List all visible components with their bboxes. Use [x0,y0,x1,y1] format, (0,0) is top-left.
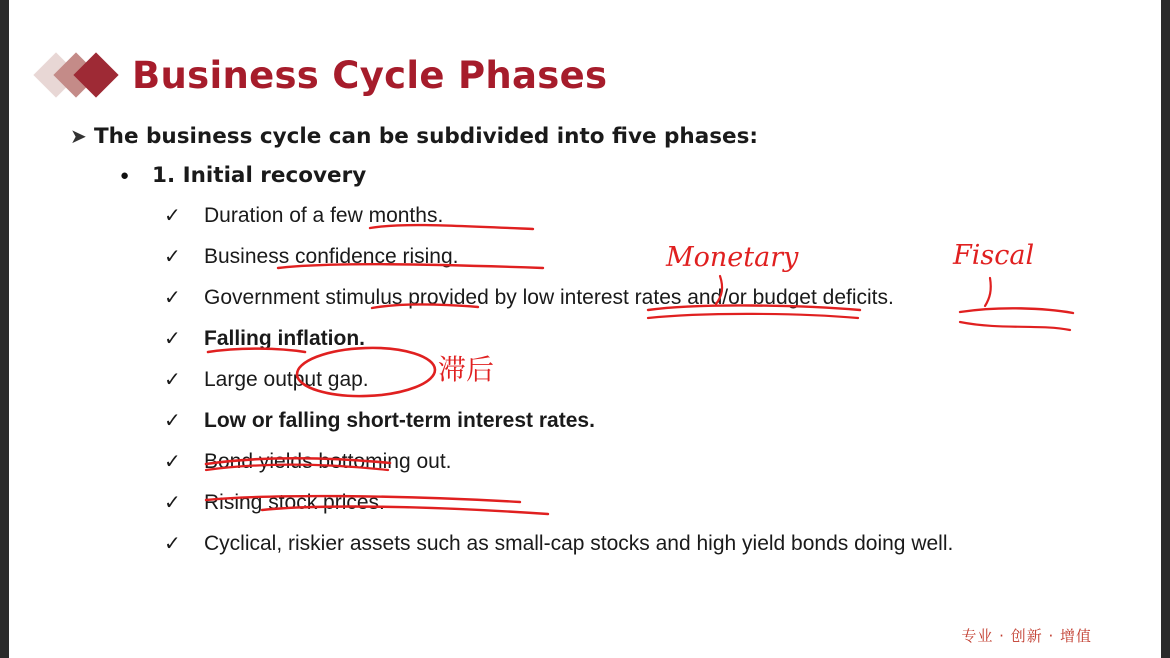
check-bullet-icon: ✓ [164,408,181,432]
level1-bullet [60,122,1130,152]
check-bullet-icon: ✓ [164,203,181,227]
level2-text: 1. Initial recovery [152,163,367,188]
check-bullet-icon: ✓ [164,326,181,350]
list-item-text: Business confidence rising. [204,245,459,268]
dot-bullet-icon: ● [120,167,130,184]
footer-slogan: 专业 · 创新 · 增值 [961,627,1092,645]
list-item [164,237,1130,276]
list-item [164,483,1130,522]
list-item [164,360,1130,399]
check-bullet-icon: ✓ [164,285,181,309]
list-item [164,319,1130,358]
check-bullet-icon: ✓ [164,490,181,514]
list-item-text: Falling inflation. [204,327,365,350]
annotation-monetary: Monetary [666,242,799,273]
slide-body [60,122,1130,565]
list-item-text: Low or falling short-term interest rates. [204,409,595,432]
slide-left-edge [0,0,9,658]
check-bullet-icon: ✓ [164,244,181,268]
list-item-text: Rising stock prices. [204,491,385,514]
list-item [164,278,1130,317]
list-item-text: Large output gap. [204,368,369,391]
list-item-text: Cyclical, riskier assets such as small-cap stocks and high yield bonds doing well. [204,532,954,555]
list-item [164,401,1130,440]
list-item [164,524,1130,563]
check-bullet-icon: ✓ [164,531,181,555]
list-item-text: Bond yields bottoming out. [204,450,452,473]
list-item [164,196,1130,235]
annotation-chinese-note: 滞后 [438,353,495,386]
level1-text: The business cycle can be subdivided into five phases: [94,124,759,149]
check-bullet-icon: ✓ [164,367,181,391]
slide-right-edge [1161,0,1170,658]
list-item [164,442,1130,481]
diamond-decoration-icon [40,52,118,98]
list-item-text: Government stimulus provided by low interest rates and/or budget deficits. [204,286,894,309]
arrow-bullet-icon: ➤ [70,126,87,148]
annotation-fiscal: Fiscal [953,240,1035,271]
check-bullet-icon: ✓ [164,449,181,473]
page-title: Business Cycle Phases [132,53,608,97]
level2-bullet [120,160,1130,192]
list-item-text: Duration of a few months. [204,204,444,227]
title-row [40,52,607,98]
